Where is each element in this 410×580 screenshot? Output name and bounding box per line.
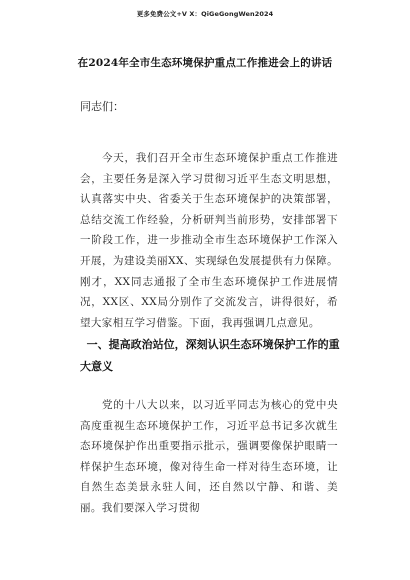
paragraph-opening: 今天，我们召开全市生态环境保护重点工作推进会，主要任务是深入学习贯彻习近平生态文明思想，认真落实中央、省委关于生态环境保护的决策部署，总结交流工作经验，分析研判当前形势，安排部署下一阶段工作，进一步推动全市生态环境保护工作深入开展，为建设美丽XX、实现绿色发展提供有力保障。刚才，XX同志通报了全市生态环境保护工作进展情况，XX区、XX局分别作了交流发言，讲得很好，希望大家相互学习借鉴。下面，我再强调几点意见。 [80, 152, 338, 329]
salutation: 同志们： [80, 100, 124, 113]
paragraph-section-1: 党的十八大以来，以习近平同志为核心的党中央高度重视生态环境保护工作，习近平总书记多次就生态环境保护作出重要指示批示，强调要像保护眼睛一样保护生态环境，像对待生命一样对待生态环境，让自然生态美景永驻人间，还自然以宁静、和谐、美丽。我们要深入学习贯彻 [80, 399, 338, 514]
header-note: 更多免费公文+V X：QiGeGongWen2024 [136, 10, 274, 18]
section-heading: 一、提高政治站位，深刻认识生态环境保护工作的重大意义 [80, 338, 340, 373]
document-title: 在2024年全市生态环境保护重点工作推进会上的讲话 [77, 57, 333, 69]
